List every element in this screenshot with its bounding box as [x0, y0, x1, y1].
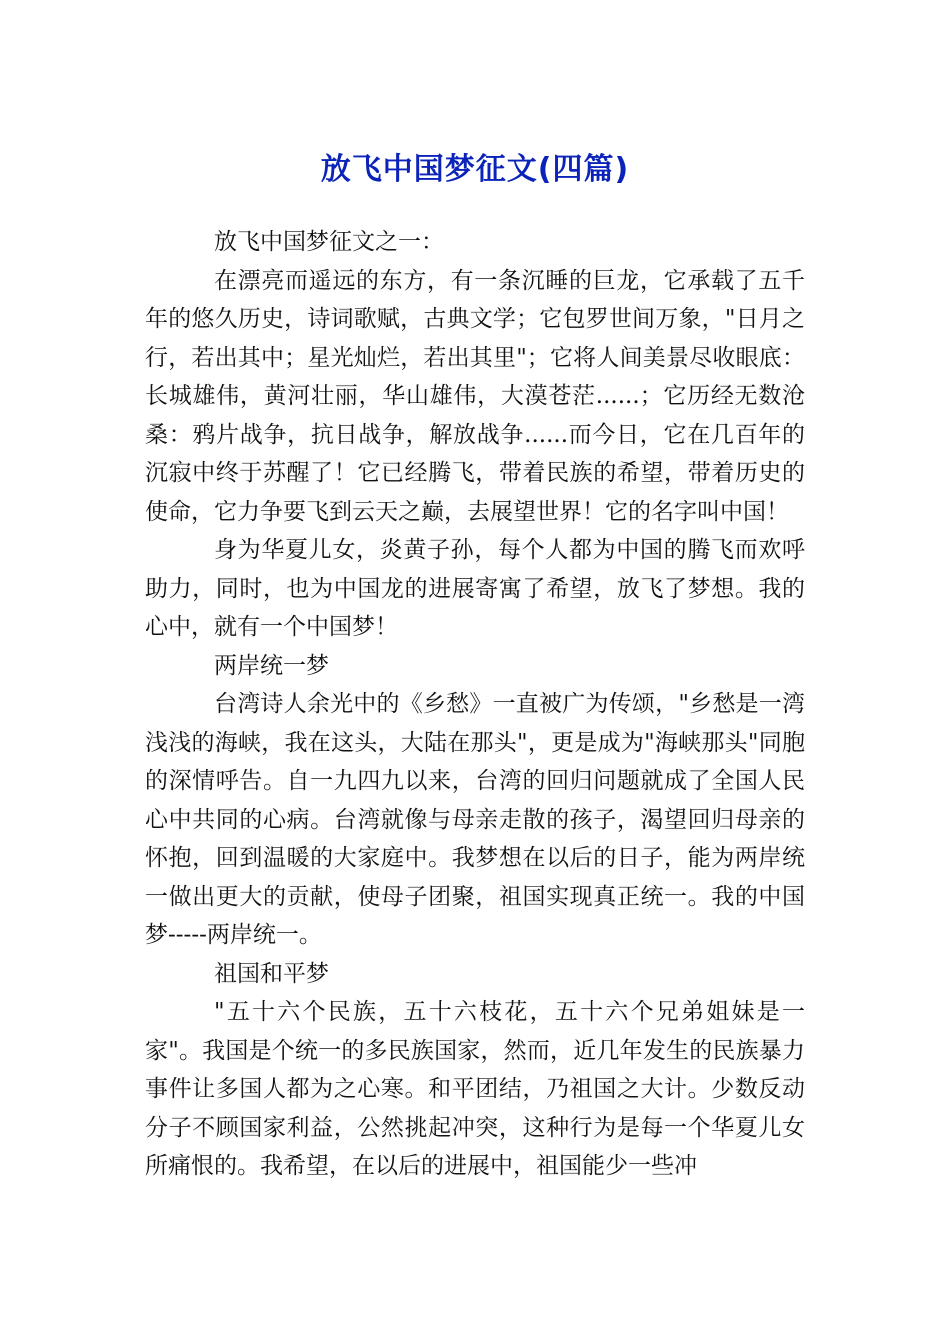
paragraph: "五十六个民族，五十六枝花，五十六个兄弟姐妹是一家"。我国是个统一的多民族国家，然而，近几年发生的民族暴力事件让多国人都为之心寒。和平团结，乃祖国之大计。少数反动分子不顾国家利益，公然挑起冲突，这种行为是每一个华夏儿女所痛恨的。我希望，在以后的进展中，祖国能少一些冲 [145, 999, 805, 1179]
paragraph-intro-heading: 放飞中国梦征文之一： [214, 229, 444, 255]
section-heading: 祖国和平梦 [214, 960, 329, 987]
document-title: 放飞中国梦征文(四篇) [320, 152, 630, 188]
document-body [145, 223, 805, 1186]
section-heading: 两岸统一梦 [214, 652, 329, 679]
paragraph: 台湾诗人余光中的《乡愁》一直被广为传颂，"乡愁是一湾浅浅的海峡，我在这头，大陆在那头"，更是成为"海峡那头"同胞的深情呼告。自一九四九以来，台湾的回归问题就成了全国人民心中共同的心病。台湾就像与母亲走散的孩子，渴望回归母亲的怀抱，回到温暖的大家庭中。我梦想在以后的日子，能为两岸统一做出更大的贡献，使母子团聚，祖国实现真正统一。我的中国梦-----两岸统一。 [145, 691, 805, 948]
paragraph: 在漂亮而遥远的东方，有一条沉睡的巨龙，它承载了五千年的悠久历史，诗词歌赋，古典文学；它包罗世间万象，"日月之行，若出其中；星光灿烂，若出其里"；它将人间美景尽收眼底：长城雄伟，黄河壮丽，华山雄伟，大漠苍茫......；它历经无数沧桑：鸦片战争，抗日战争，解放战争......而今日，它在几百年的沉寂中终于苏醒了！它已经腾飞，带着民族的希望，带着历史的使命，它力争要飞到云天之巅，去展望世界！它的名字叫中国！ [145, 267, 805, 525]
paragraph: 身为华夏儿女，炎黄子孙，每个人都为中国的腾飞而欢呼助力，同时，也为中国龙的进展寄寓了希望，放飞了梦想。我的心中，就有一个中国梦！ [145, 537, 805, 640]
